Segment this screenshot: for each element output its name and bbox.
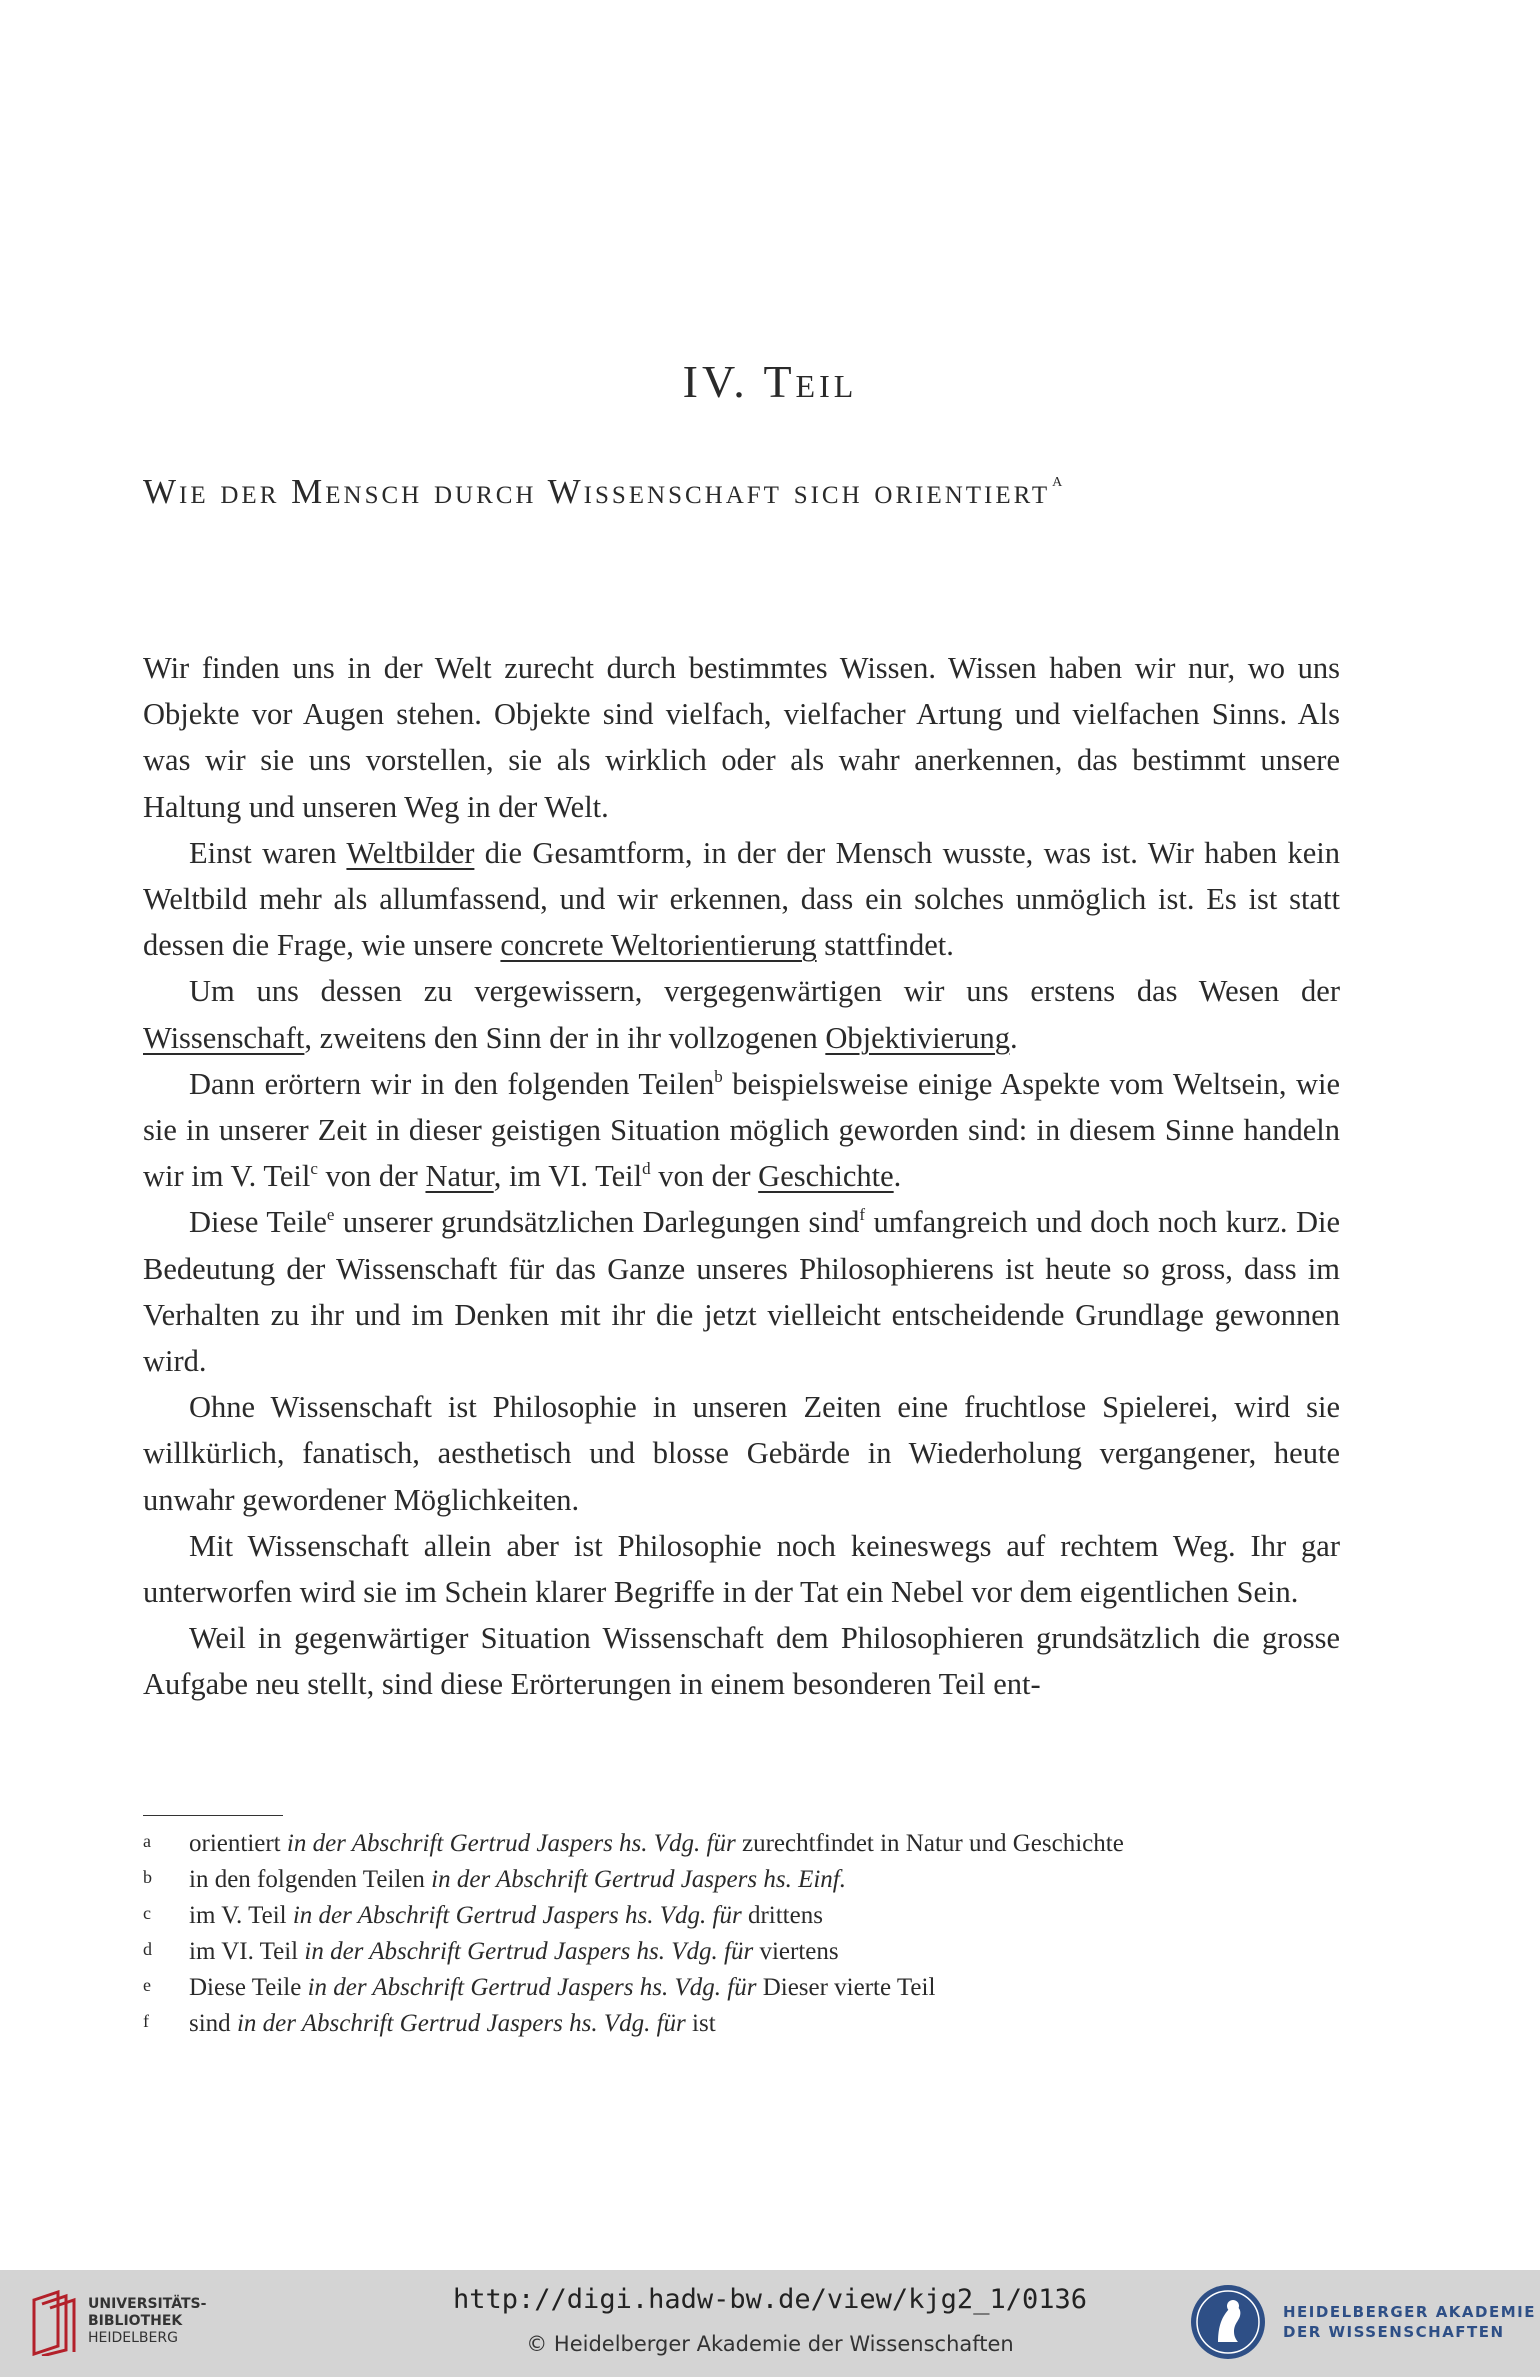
footnote-text-plain: im V. Teil: [189, 1902, 293, 1929]
footnote-text-plain: drittens: [741, 1902, 823, 1929]
text-run: Mit Wissenschaft allein aber ist Philosophie noch keineswegs auf rechtem Weg. Ihr gar unterworfen wird sie im Schein klarer Begriffe in der Tat ein Nebel vor dem eigentlichen Sein.: [143, 1528, 1340, 1610]
text-run: Einst waren: [189, 835, 347, 870]
text-run: Weil in gegenwärtiger Situation Wissenschaft dem Philosophieren grundsätzlich die grosse Aufgabe neu stellt, sind diese Erörterungen in einem besonderen Teil ent-: [143, 1621, 1340, 1702]
footnote-text: [189, 1934, 839, 1970]
footnote-text-plain: Diese Teile: [189, 1974, 308, 2001]
academy-seal-icon: [1188, 2282, 1268, 2362]
paragraph: [143, 830, 1340, 969]
footnote-text-editorial: in der Abschrift Gertrud Jaspers hs. Vdg. für: [292, 1902, 742, 1929]
text-run: Um uns dessen zu vergewissern, vergegenwärtigen wir uns erstens das Wesen der: [189, 974, 1340, 1009]
footnote: [143, 1934, 1343, 1970]
footnote: [143, 1862, 1343, 1898]
footnote-text-plain: im VI. Teil: [189, 1938, 305, 1965]
library-logo-line-3: HEIDELBERG: [88, 2330, 178, 2346]
copyright-notice: © Heidelberger Akademie der Wissenschaften: [526, 2332, 1014, 2356]
paragraph: [143, 1523, 1340, 1615]
footnote: [143, 1898, 1343, 1934]
footnote-text-plain: sind: [189, 2010, 237, 2037]
text-run: Diese Teile: [189, 1205, 327, 1240]
footnote-reference: e: [326, 1205, 335, 1225]
academy-logo-line-1: HEIDELBERGER AKADEMIE: [1283, 2303, 1536, 2321]
text-run: Dann erörtern wir in den folgenden Teilen: [189, 1066, 715, 1101]
footnote: [143, 1970, 1343, 2006]
footnote-mark: d: [143, 1939, 152, 1959]
footnote-text-plain: in den folgenden Teilen: [189, 1866, 432, 1893]
text-run: von der: [650, 1159, 759, 1194]
footnote-reference: f: [859, 1205, 866, 1225]
text-run: stattfindet.: [816, 928, 954, 963]
footnote-reference: d: [642, 1159, 651, 1179]
footnote-text: [189, 1862, 846, 1898]
paragraph: [143, 1615, 1340, 1707]
footnote-text: [189, 1826, 1124, 1862]
paragraph: [143, 1384, 1340, 1523]
footnotes: [143, 1826, 1343, 2042]
academy-logo-text: [1283, 2302, 1536, 2342]
footnote-mark: f: [143, 2011, 149, 2031]
footnote: [143, 1826, 1343, 1862]
paragraph: [143, 968, 1340, 1060]
text-run: Wir finden uns in der Welt zurecht durch bestimmtes Wissen. Wissen haben wir nur, wo uns Objekte vor Augen stehen. Objekte sind vielfach, vielfacher Artung und vielfachen Sinns. Als was wir sie uns vorstellen, sie als wirklich oder als wahr anerkennen, das bestimmt unsere Haltung und unseren Weg in der Welt.: [143, 651, 1340, 824]
paragraph: [143, 645, 1340, 830]
footnote-reference: b: [714, 1066, 723, 1086]
body-text: [143, 645, 1340, 1708]
source-url-link[interactable]: http://digi.hadw-bw.de/view/kjg2_1/0136: [453, 2284, 1087, 2315]
text-run: .: [1009, 1020, 1018, 1055]
library-logo-line-2: BIBLIOTHEK: [88, 2313, 183, 2329]
footnote-text-editorial: in der Abschrift Gertrud Jaspers hs. Vdg. für: [236, 2010, 686, 2037]
underlined-term: Wissenschaft: [143, 1020, 305, 1055]
underlined-term: Natur: [425, 1159, 494, 1194]
footnote-mark: a: [143, 1831, 151, 1851]
part-title: IV. Teil: [682, 356, 858, 407]
paragraph: [143, 1061, 1340, 1200]
text-run: Ohne Wissenschaft ist Philosophie in unseren Zeiten eine fruchtlose Spielerei, wird sie willkürlich, fanatisch, aesthetisch und blosse Gebärde in Wiederholung vergangener, heute unwahr gewordener Möglichkeiten.: [143, 1390, 1340, 1517]
underlined-term: Objektivierung: [825, 1020, 1010, 1055]
text-run: , im VI. Teil: [493, 1159, 643, 1194]
text-run: beispielsweise einige Aspekte vom Weltsein, wie sie in unserer Zeit in dieser geistigen Situation möglich geworden sind: in diesem Sinne handeln wir im V. Teil: [143, 1066, 1340, 1194]
text-run: , zweitens den Sinn der in ihr vollzogenen: [304, 1020, 826, 1055]
text-run: unserer grundsätzlichen Darlegungen sind: [334, 1205, 860, 1240]
footnote-text-editorial: in der Abschrift Gertrud Jaspers hs. Vdg. für: [286, 1830, 736, 1857]
footnote-mark: b: [143, 1867, 152, 1887]
footnote-text-plain: zurechtfindet in Natur und Geschichte: [735, 1830, 1124, 1857]
chapter-title-text: Wie der Mensch durch Wissenschaft sich orientiert: [143, 472, 1051, 511]
academy-logo-line-2: DER WISSENSCHAFTEN: [1283, 2323, 1505, 2341]
footer-bar: [0, 2270, 1540, 2377]
chapter-title: [143, 469, 1403, 512]
footnote-text: [189, 1898, 823, 1934]
chapter-title-footnote-mark: a: [1052, 469, 1066, 492]
footnote-text-editorial: in der Abschrift Gertrud Jaspers hs. Vdg. für: [304, 1938, 754, 1965]
footnote-text-editorial: in der Abschrift Gertrud Jaspers hs. Einf.: [431, 1866, 846, 1893]
footnote-text-plain: ist: [685, 2010, 716, 2037]
underlined-term: Weltbilder: [346, 835, 475, 870]
footnote-divider: [143, 1815, 283, 1816]
library-logo-line-1: UNIVERSITÄTS-: [88, 2296, 207, 2312]
footnote-text: [189, 2006, 716, 2042]
underlined-term: concrete Weltorientierung: [500, 928, 817, 963]
footnote-text-plain: viertens: [753, 1938, 839, 1965]
footnote-mark: c: [143, 1903, 151, 1923]
footnote-text-plain: Dieser vierte Teil: [756, 1974, 936, 2001]
text-run: die Gesamtform, in der der Mensch wusste, was ist. Wir haben kein Weltbild mehr als allumfassend, und wir erkennen, dass ein solches unmöglich ist. Es ist statt dessen die Frage, wie unsere: [143, 835, 1340, 963]
footnote-text-plain: orientiert: [189, 1830, 287, 1857]
footnote-text: [189, 1970, 935, 2006]
footnote-text-editorial: in der Abschrift Gertrud Jaspers hs. Vdg. für: [307, 1974, 757, 2001]
footnote: [143, 2006, 1343, 2042]
footnote-mark: e: [143, 1975, 151, 1995]
footnote-reference: c: [310, 1159, 318, 1179]
paragraph: [143, 1199, 1340, 1384]
text-run: umfangreich und doch noch kurz. Die Bedeutung der Wissenschaft für das Ganze unseres Philosophierens ist heute so gross, dass im Verhalten zu ihr und im Denken mit ihr die jetzt vielleicht entscheidende Grundlage gewonnen wird.: [143, 1205, 1341, 1379]
underlined-term: Geschichte: [758, 1159, 894, 1194]
text-run: von der: [317, 1159, 426, 1194]
text-run: .: [893, 1159, 902, 1194]
